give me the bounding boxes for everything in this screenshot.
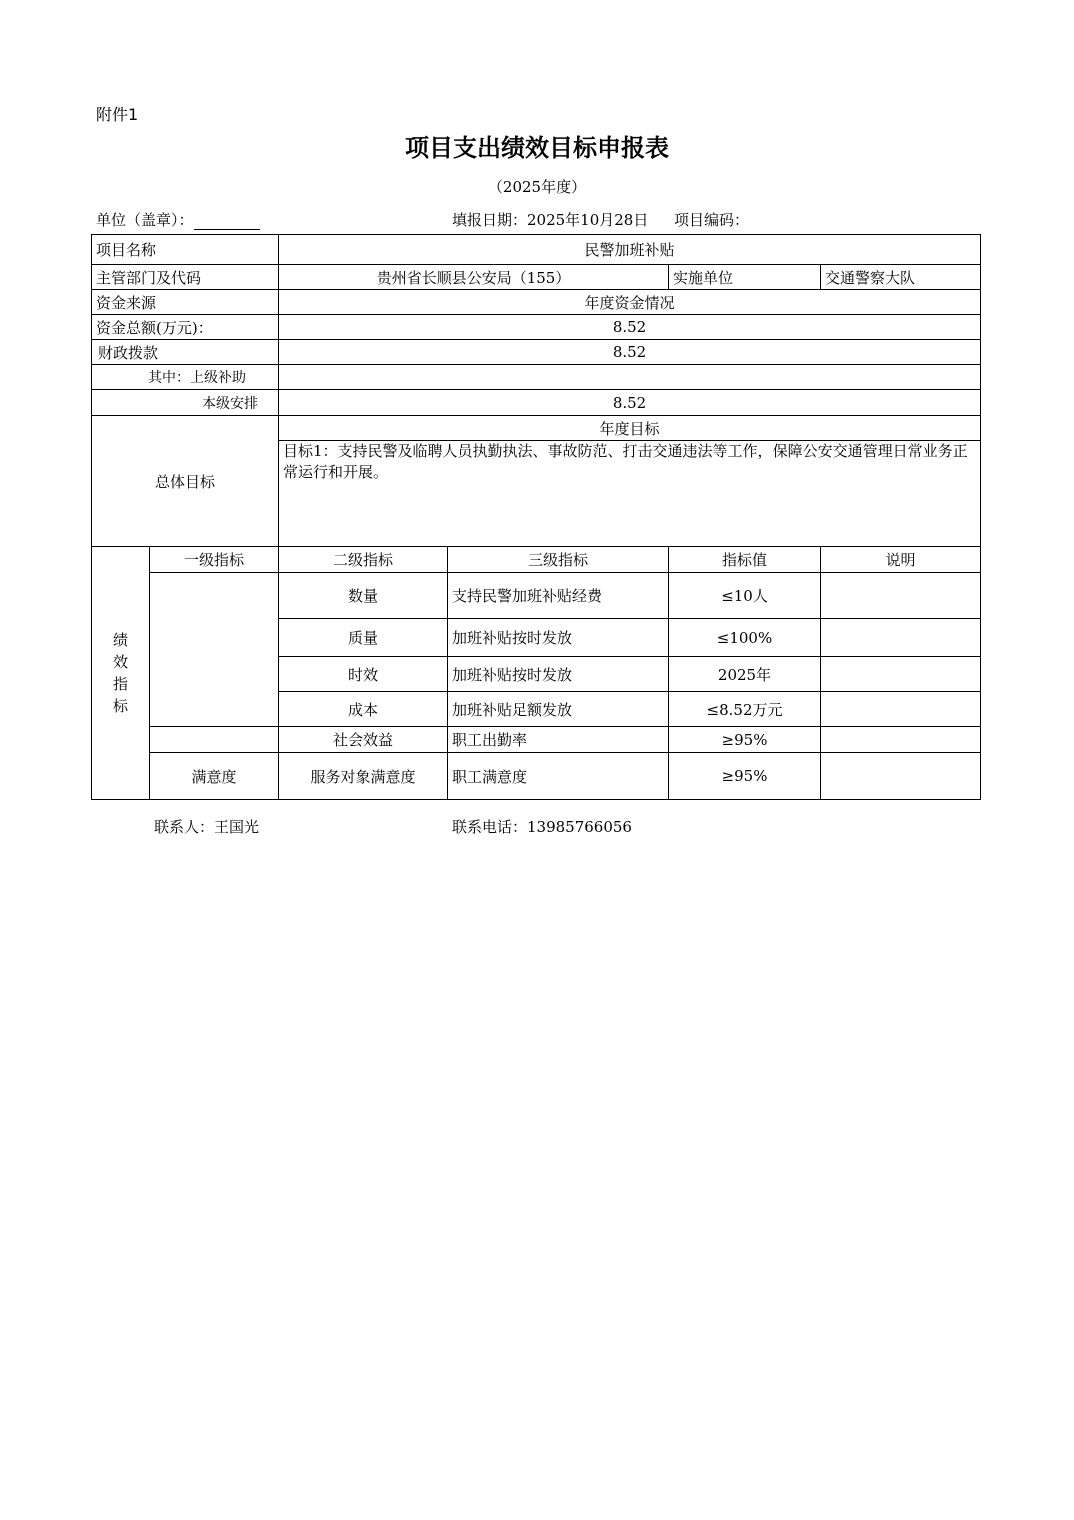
indicator-value: ≤100%	[669, 619, 821, 657]
level2-cell: 质量	[279, 619, 448, 657]
performance-table	[91, 234, 981, 800]
indicator-value: ≥95%	[669, 727, 821, 753]
level1-cell: 满意度	[150, 753, 279, 800]
annual-goal-label: 年度目标	[279, 416, 981, 441]
level2-cell: 社会效益	[279, 727, 448, 753]
level1-cell	[150, 573, 279, 727]
level2-cell: 时效	[279, 657, 448, 692]
contact-phone: 联系电话：13985766056	[452, 818, 632, 836]
fund-source-label: 资金来源	[92, 290, 279, 315]
note-cell	[821, 727, 981, 753]
table-row	[92, 340, 981, 365]
perf-char: 效	[112, 653, 128, 671]
level2-cell: 服务对象满意度	[279, 753, 448, 800]
level3-cell: 职工满意度	[448, 753, 669, 800]
perf-char: 绩	[112, 631, 128, 649]
perf-indicator-label	[92, 547, 150, 800]
table-row	[92, 290, 981, 315]
contact-person: 联系人：王国光	[154, 818, 260, 836]
total-fund-value: 8.52	[279, 315, 981, 340]
unit-field	[96, 209, 260, 230]
local-value: 8.52	[279, 390, 981, 416]
fiscal-value: 8.52	[279, 340, 981, 365]
table-row	[92, 365, 981, 390]
project-name-value: 民警加班补贴	[279, 235, 981, 265]
project-code-label: 项目编码：	[674, 211, 750, 229]
total-fund-label: 资金总额(万元)：	[92, 315, 279, 340]
impl-unit-value: 交通警察大队	[821, 265, 981, 290]
upper-subsidy-value	[279, 365, 981, 390]
attachment-label: 附件1	[96, 105, 139, 124]
col-header-level2: 二级指标	[279, 547, 448, 573]
level1-cell	[150, 727, 279, 753]
unit-label: 单位（盖章）：	[96, 211, 194, 229]
dept-label: 主管部门及代码	[92, 265, 279, 290]
note-cell	[821, 753, 981, 800]
unit-blank-line	[194, 215, 260, 230]
perf-char: 标	[112, 697, 128, 715]
indicator-value: ≤8.52万元	[669, 692, 821, 727]
local-label: 本级安排	[92, 390, 279, 416]
fill-date: 填报日期：2025年10月28日	[452, 211, 649, 229]
table-row	[92, 390, 981, 416]
table-row	[92, 573, 981, 619]
impl-unit-label: 实施单位	[669, 265, 821, 290]
table-row	[92, 265, 981, 290]
level3-cell: 支持民警加班补贴经费	[448, 573, 669, 619]
note-cell	[821, 692, 981, 727]
note-cell	[821, 573, 981, 619]
perf-char: 指	[112, 675, 128, 693]
level3-cell: 加班补贴按时发放	[448, 657, 669, 692]
level3-cell: 加班补贴足额发放	[448, 692, 669, 727]
fund-source-header: 年度资金情况	[279, 290, 981, 315]
dept-value: 贵州省长顺县公安局（155）	[279, 265, 669, 290]
table-row	[92, 315, 981, 340]
col-header-note: 说明	[821, 547, 981, 573]
table-row	[92, 235, 981, 265]
overall-goal-label: 总体目标	[92, 416, 279, 547]
form-title: 项目支出绩效目标申报表	[405, 133, 669, 162]
project-name-label: 项目名称	[92, 235, 279, 265]
level2-cell: 成本	[279, 692, 448, 727]
col-header-value: 指标值	[669, 547, 821, 573]
table-row	[92, 727, 981, 753]
table-row	[92, 547, 981, 573]
level3-cell: 加班补贴按时发放	[448, 619, 669, 657]
annual-goal-text: 目标1：支持民警及临聘人员执勤执法、事故防范、打击交通违法等工作，保障公安交通管理日常业务正常运行和开展。	[279, 441, 981, 547]
indicator-value: 2025年	[669, 657, 821, 692]
indicator-value: ≤10人	[669, 573, 821, 619]
level2-cell: 数量	[279, 573, 448, 619]
upper-subsidy-label: 其中：上级补助	[92, 365, 279, 390]
col-header-level1: 一级指标	[150, 547, 279, 573]
fiscal-label: 财政拨款	[92, 340, 279, 365]
form-year: （2025年度）	[487, 178, 587, 196]
col-header-level3: 三级指标	[448, 547, 669, 573]
note-cell	[821, 657, 981, 692]
level3-cell: 职工出勤率	[448, 727, 669, 753]
indicator-value: ≥95%	[669, 753, 821, 800]
table-row	[92, 416, 981, 441]
note-cell	[821, 619, 981, 657]
table-row	[92, 753, 981, 800]
